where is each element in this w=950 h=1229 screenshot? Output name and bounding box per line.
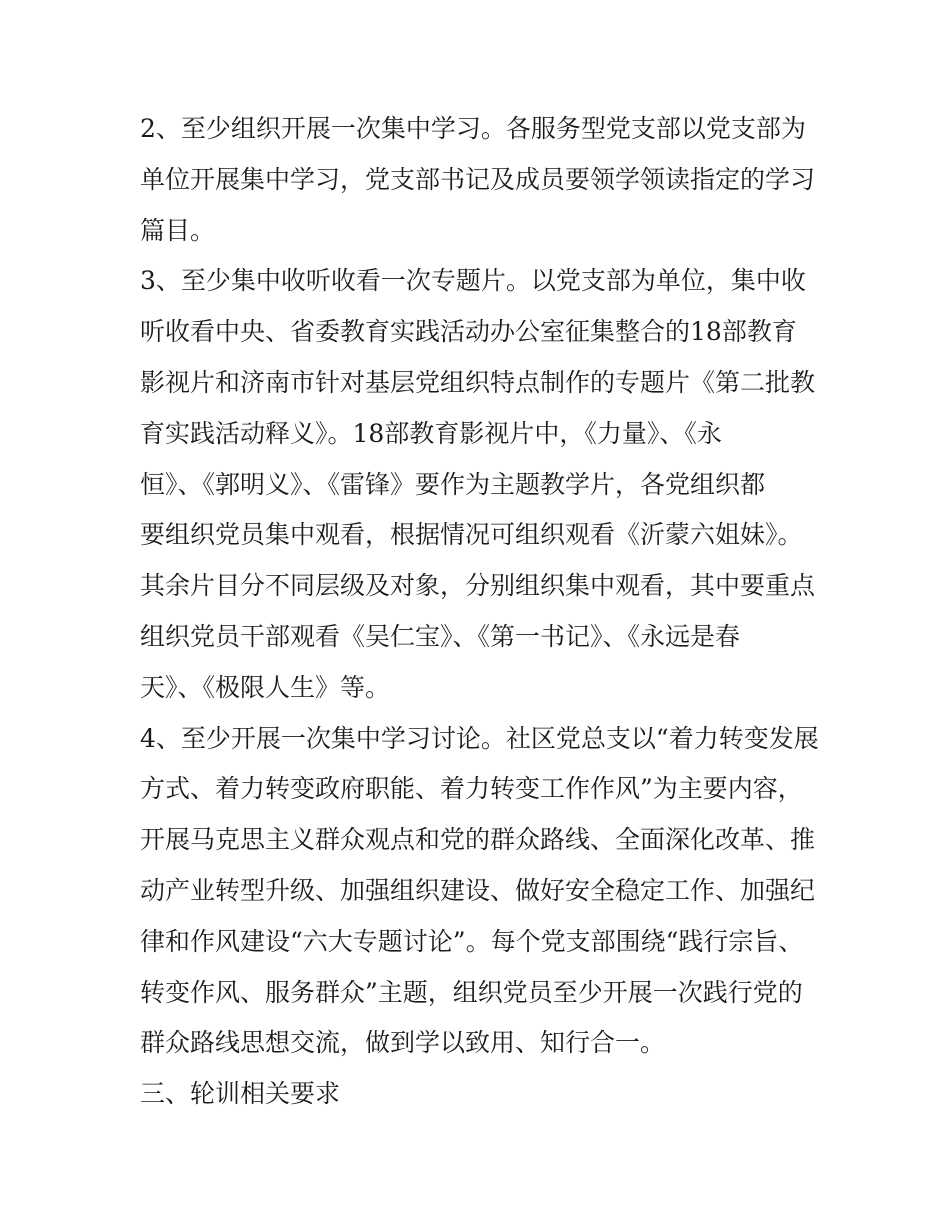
text-line: 篇目。 bbox=[140, 215, 216, 245]
text-line: 动产业转型升级、加强组织建设、做好安全稳定工作、加强纪 bbox=[140, 875, 816, 905]
text-line: 转变作风、服务群众”主题，组织党员至少开展一次践行党的 bbox=[140, 977, 803, 1007]
text-line: 单位开展集中学习，党支部书记及成员要领学领读指定的学习 bbox=[140, 164, 816, 194]
text-line: 恒》、《郭明义》、《雷锋》要作为主题教学片，各党组织都 bbox=[140, 469, 766, 499]
text-line: 影视片和济南市针对基层党组织特点制作的专题片《第二批教 bbox=[140, 367, 816, 397]
text-line: 2、至少组织开展一次集中学习。各服务型党支部以党支部为 bbox=[140, 114, 806, 143]
document-body bbox=[140, 104, 820, 1120]
text-line: 育实践活动释义》。18部教育影视片中，《力量》、《永 bbox=[140, 418, 722, 448]
text-line: 4、至少开展一次集中学习讨论。社区党总支以“着力转变发展 bbox=[140, 723, 819, 753]
text-line: 组织党员干部观看《吴仁宝》、《第一书记》、《永远是春 bbox=[140, 621, 741, 651]
text-line: 听收看中央、省委教育实践活动办公室征集整合的18部教育 bbox=[140, 317, 797, 347]
text-line: 其余片目分不同层级及对象，分别组织集中观看，其中要重点 bbox=[140, 571, 816, 601]
text-line: 天》、《极限人生》等。 bbox=[140, 672, 391, 702]
text-line: 开展马克思主义群众观点和党的群众路线、全面深化改革、推 bbox=[140, 825, 816, 855]
text-line: 3、至少集中收听收看一次专题片。以党支部为单位，集中收 bbox=[140, 266, 806, 296]
text-line: 要组织党员集中观看，根据情况可组织观看《沂蒙六姐妹》。 bbox=[140, 520, 803, 550]
text-line: 群众路线思想交流，做到学以致用、知行合一。 bbox=[140, 1028, 666, 1058]
section-heading: 三、轮训相关要求 bbox=[140, 1079, 341, 1109]
text-line: 律和作风建设“六大专题讨论”。每个党支部围绕“践行宗旨、 bbox=[140, 926, 804, 956]
text-line: 方式、着力转变政府职能、着力转变工作作风”为主要内容， bbox=[140, 774, 803, 804]
